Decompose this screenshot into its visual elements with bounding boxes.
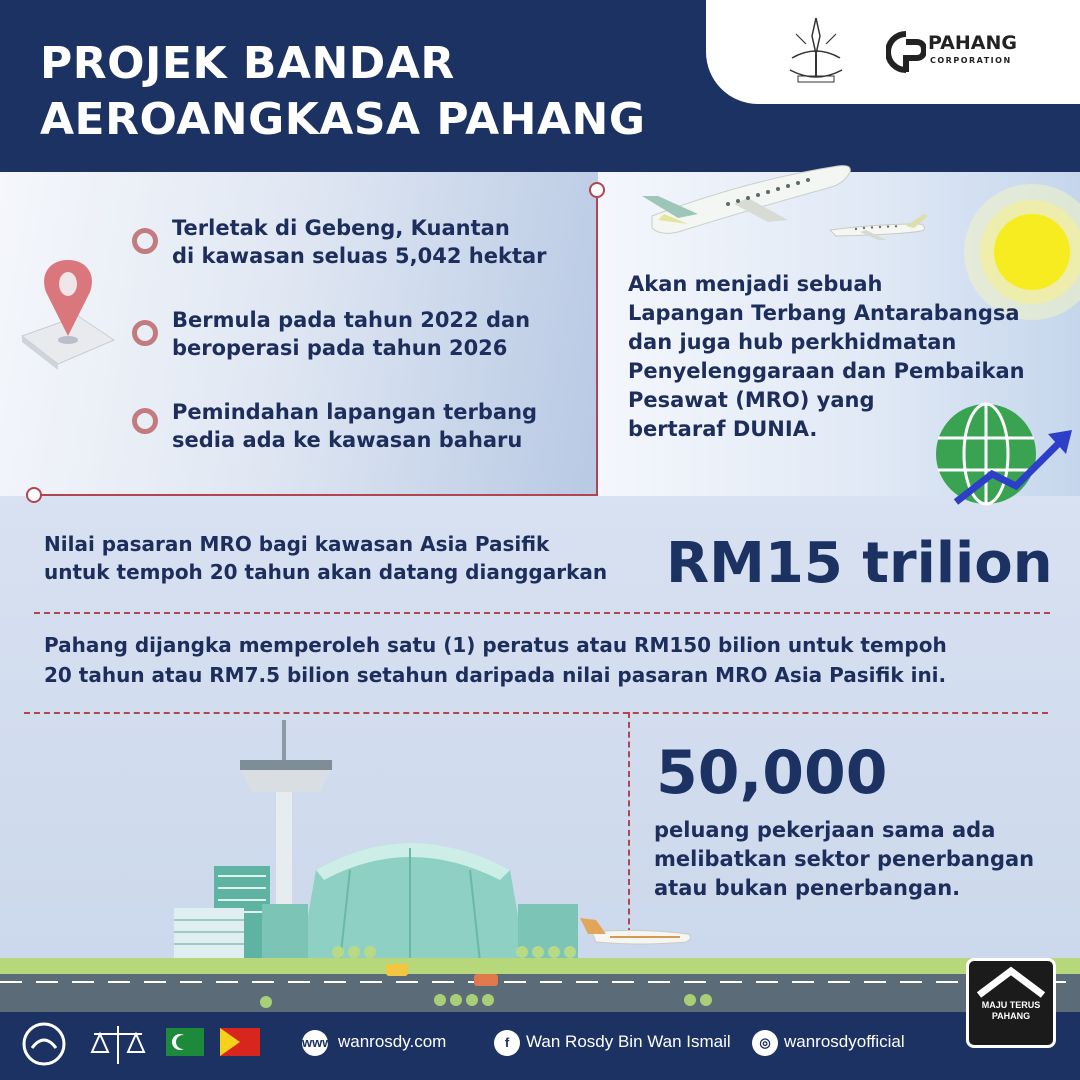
divider-dot-top [589, 182, 605, 198]
airplane-large-icon [638, 158, 858, 242]
partner-subtitle: CORPORATION [930, 56, 1012, 65]
market-value: RM15 trilion [666, 531, 1053, 596]
footer-website[interactable]: wanrosdy.com [338, 1032, 447, 1051]
divider-vertical [596, 186, 598, 496]
dashed-divider-2 [24, 712, 1048, 714]
airport-illustration [0, 720, 1080, 1014]
market-label: Nilai pasaran MRO bagi kawasan Asia Pasifik untuk tempoh 20 tahun akan datang dianggarkan [44, 532, 608, 584]
party-logos-icon [14, 1018, 276, 1070]
bullet-ring-1 [132, 228, 158, 254]
roof-icon [969, 961, 1053, 1001]
facebook-icon: f [494, 1030, 520, 1056]
divider-dot-left [26, 487, 42, 503]
bullet-ring-3 [132, 408, 158, 434]
page-title [40, 36, 646, 148]
divider-horizontal [34, 494, 596, 496]
fact-timeline: Bermula pada tahun 2022 dan beroperasi pada tahun 2026 [172, 308, 531, 360]
jobs-count: 50,000 [656, 738, 888, 808]
web-icon: www [302, 1030, 328, 1056]
dashed-divider-1 [34, 612, 1050, 614]
fact-relocation: Pemindahan lapangan terbang sedia ada ke kawasan baharu [172, 400, 538, 452]
instagram-icon: ◎ [752, 1030, 778, 1056]
header-banner [0, 0, 1080, 172]
globe-growth-icon [934, 402, 1080, 514]
fact-location: Terletak di Gebeng, Kuantan di kawasan seluas 5,042 hektar [172, 216, 547, 268]
title-line-1: PROJEK BANDAR [40, 38, 455, 89]
state-crest-icon [784, 14, 848, 90]
pahang-corporation-logo-icon [886, 30, 926, 76]
pahang-share-text: Pahang dijangka memperoleh satu (1) peratus atau RM150 bilion untuk tempoh 20 tahun atau RM7.5 bilion setahun daripada nilai pasaran MRO Asia Pasifik ini. [44, 633, 947, 687]
badge-label: MAJU TERUS PAHANG [981, 1000, 1041, 1021]
airplane-small-icon [826, 212, 930, 242]
jobs-description: peluang pekerjaan sama ada melibatkan sektor penerbangan atau bukan penerbangan. [654, 818, 1035, 900]
bullet-ring-2 [132, 320, 158, 346]
footer-instagram[interactable]: wanrosdyofficial [784, 1032, 905, 1051]
vision-statement: Akan menjadi sebuah Lapangan Terbang Antarabangsa dan juga hub perkhidmatan Penyelenggaraan dan Pembaikan Pesawat (MRO) yang bertaraf DUNIA. [628, 272, 1025, 441]
location-pin-icon [18, 256, 118, 376]
partner-name: PAHANG [928, 32, 1017, 54]
logo-panel [706, 0, 1080, 104]
footer-facebook[interactable]: Wan Rosdy Bin Wan Ismail [526, 1032, 731, 1051]
title-line-2: AEROANGKASA PAHANG [40, 94, 646, 145]
